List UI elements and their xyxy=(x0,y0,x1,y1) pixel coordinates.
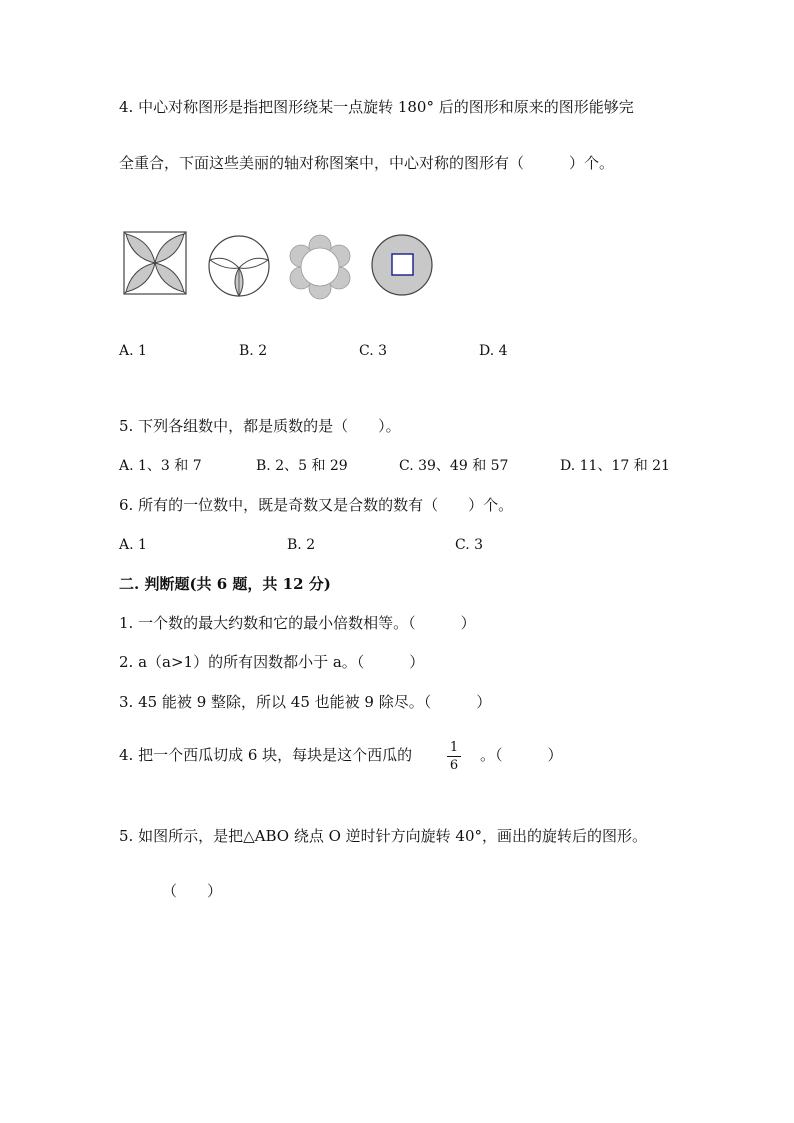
q4-figures xyxy=(118,228,448,300)
q6-option-b[interactable]: B. 2 xyxy=(287,537,316,553)
fraction-bar xyxy=(447,756,461,757)
section2-item-5-answer-bracket: （ ） xyxy=(162,882,223,900)
section2-item-5-text: 5. 如图所示，是把△ABO 绕点 O 逆时针方向旋转 40°，画出的旋转后的图形。 xyxy=(119,827,648,845)
q4-option-b[interactable]: B. 2 xyxy=(239,343,268,359)
fraction-denominator: 6 xyxy=(449,758,459,773)
q4-text-line2: 全重合，下面这些美丽的轴对称图案中，中心对称的图形有（ ）个。 xyxy=(119,154,615,172)
four-petal-square-figure xyxy=(124,232,186,294)
q4-option-c[interactable]: C. 3 xyxy=(359,343,388,359)
q6-text: 6. 所有的一位数中，既是奇数又是合数的数有（ ）个。 xyxy=(119,496,514,514)
section2-item-4-tail: 。（ ） xyxy=(480,746,563,764)
section2-title: 二. 判断题(共 6 题，共 12 分) xyxy=(119,575,331,593)
section2-item-3: 3. 45 能被 9 整除，所以 45 也能被 9 除尽。（ ） xyxy=(119,693,492,711)
fraction-one-sixth xyxy=(447,740,461,773)
section2-item-1: 1. 一个数的最大约数和它的最小倍数相等。（ ） xyxy=(119,614,476,632)
flower-figure xyxy=(290,235,350,299)
q4-option-a[interactable]: A. 1 xyxy=(119,343,147,359)
q6-option-a[interactable]: A. 1 xyxy=(119,537,147,553)
q4-text-line1: 4. 中心对称图形是指把图形绕某一点旋转 180° 后的图形和原来的图形能够完 xyxy=(119,98,634,116)
section2-item-2: 2. a（a>1）的所有因数都小于 a。（ ） xyxy=(119,653,425,671)
q4-option-d[interactable]: D. 4 xyxy=(479,343,508,359)
section2-item-4-text: 4. 把一个西瓜切成 6 块，每块是这个西瓜的 xyxy=(119,746,413,764)
fraction-numerator: 1 xyxy=(449,740,459,755)
q6-option-c[interactable]: C. 3 xyxy=(455,537,484,553)
q5-option-c[interactable]: C. 39、49 和 57 xyxy=(399,458,509,474)
coin-figure xyxy=(372,235,432,295)
q5-text: 5. 下列各组数中，都是质数的是（ ）。 xyxy=(119,417,401,435)
q5-option-b[interactable]: B. 2、5 和 29 xyxy=(256,458,348,474)
three-petal-circle-figure xyxy=(209,236,269,296)
q5-option-a[interactable]: A. 1、3 和 7 xyxy=(119,458,202,474)
q5-option-d[interactable]: D. 11、17 和 21 xyxy=(560,458,670,474)
